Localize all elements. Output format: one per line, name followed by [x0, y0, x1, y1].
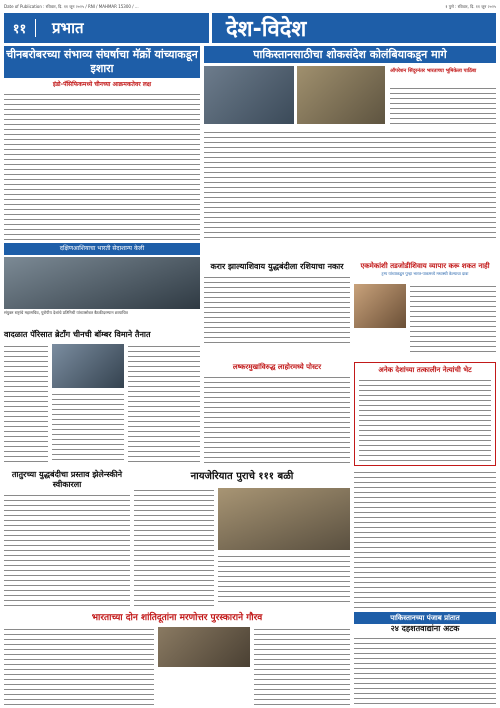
award-photo: [158, 627, 250, 667]
headline: वादळात पॅरिसात ब्रेटॉंग चीनची बॉम्बर विमाने तैनात: [4, 330, 151, 339]
article-nigeria: [134, 470, 350, 610]
article-lahore: [204, 362, 350, 466]
article-body-left: [4, 627, 154, 705]
article-body-right: [254, 627, 350, 705]
article-body-left: [4, 344, 48, 462]
photo-caption: संयुक्त राष्ट्रांचे महासचिव, युरोपीय देशांचे प्रतिनिधी यांच्यासोबत बैठकीदरम्यान छायाचित्र: [4, 310, 128, 315]
headline: एकमेकांशी तडजोडीशिवाय व्यापार करू शकत नाही: [360, 262, 490, 270]
article-body: [204, 275, 350, 347]
bomber-photo: [52, 344, 124, 388]
headline: करार झाल्याशिवाय युद्धबंदीला रशियाचा नकार: [210, 262, 344, 271]
publication-details: Date of Publication : रविवार, दि. ११ जून २०२५ / RNI / MAHMAR 15300 / ...: [4, 4, 139, 9]
article-colombia: [204, 46, 496, 246]
article-punjab: [354, 612, 496, 706]
article-body: [359, 378, 491, 462]
article-body-center: [52, 392, 124, 462]
article-body-left: [134, 488, 214, 606]
article-body: [4, 493, 130, 607]
headline: पाकिस्तानच्या पंजाब प्रांतात: [354, 612, 496, 624]
article-bomber: [4, 330, 200, 466]
article-continuation: [354, 470, 496, 610]
meeting-photo: [297, 66, 385, 124]
headline: अनेक देशांच्या तत्कालीन नेत्यांची भेट: [378, 366, 472, 374]
article-body: [410, 284, 496, 354]
subheadline: २४ दहशतवाद्यांना अटक: [390, 624, 460, 633]
subheadline: ट्रम्प यांच्याकडून पुन्हा भारत-पाकमध्ये मध्यस्थी केल्याचा दावा: [381, 271, 469, 276]
article-body-right: [128, 344, 200, 462]
headline: लष्करमुखांविरुद्ध लाहोरमध्ये पोस्टर: [232, 363, 322, 371]
headline: पाकिस्तानसाठीचा शोकसंदेश कोलंबियाकडून मागे: [204, 46, 496, 63]
subheadline: ऑपरेशन सिंदूरनंतर भारताच्या भूमिकेला पाठिंबा: [390, 68, 477, 74]
banner-strip: [4, 243, 200, 255]
article-body: [204, 130, 496, 240]
masthead: [4, 13, 496, 43]
article-body-top: [390, 86, 496, 126]
article-trade: [354, 262, 496, 358]
page-number: ११: [4, 19, 36, 37]
paper-logo: प्रभात: [52, 19, 84, 37]
masthead-left: [4, 13, 209, 43]
headline: चीनबरोबरच्या संभाव्य संघर्षाचा मॅक्रों यांच्याकडून इशारा: [4, 46, 200, 78]
headline: नायजेरियात पुराचे १११ बळी: [190, 471, 294, 482]
article-peace-award: [4, 612, 350, 706]
subheadline: इंडो-पॅसिफिकमध्ये चीनच्या आक्रमकतेवर लक्ष: [52, 81, 152, 88]
page-date: १ पुणे : रविवार, दि. ११ जून २०२५: [445, 4, 496, 9]
article-russia: [204, 262, 350, 358]
publication-line: [4, 2, 496, 12]
article-macron: [4, 46, 200, 242]
conference-photo: [4, 257, 200, 309]
article-leaders-box: [354, 362, 496, 466]
flood-photo: [218, 488, 350, 550]
article-body: [204, 375, 350, 463]
section-title: देश-विदेश: [209, 13, 496, 43]
delegation-photo: [204, 66, 294, 124]
article-body: [4, 92, 200, 242]
article-zelensky: [4, 470, 130, 610]
article-body: [354, 636, 496, 704]
headline: तातुरच्या युद्धबंदीचा प्रस्ताव झेलेन्स्कीने स्वीकारला: [11, 470, 123, 489]
trump-photo: [354, 284, 406, 328]
banner-text: दक्षिणआशियाचा भारती सेदाशान्य केली: [59, 245, 145, 252]
headline: भारताच्या दोन शांतिदूतांना मरणोत्तर पुरस्काराने गौरव: [91, 613, 263, 623]
article-body-right: [218, 554, 350, 606]
